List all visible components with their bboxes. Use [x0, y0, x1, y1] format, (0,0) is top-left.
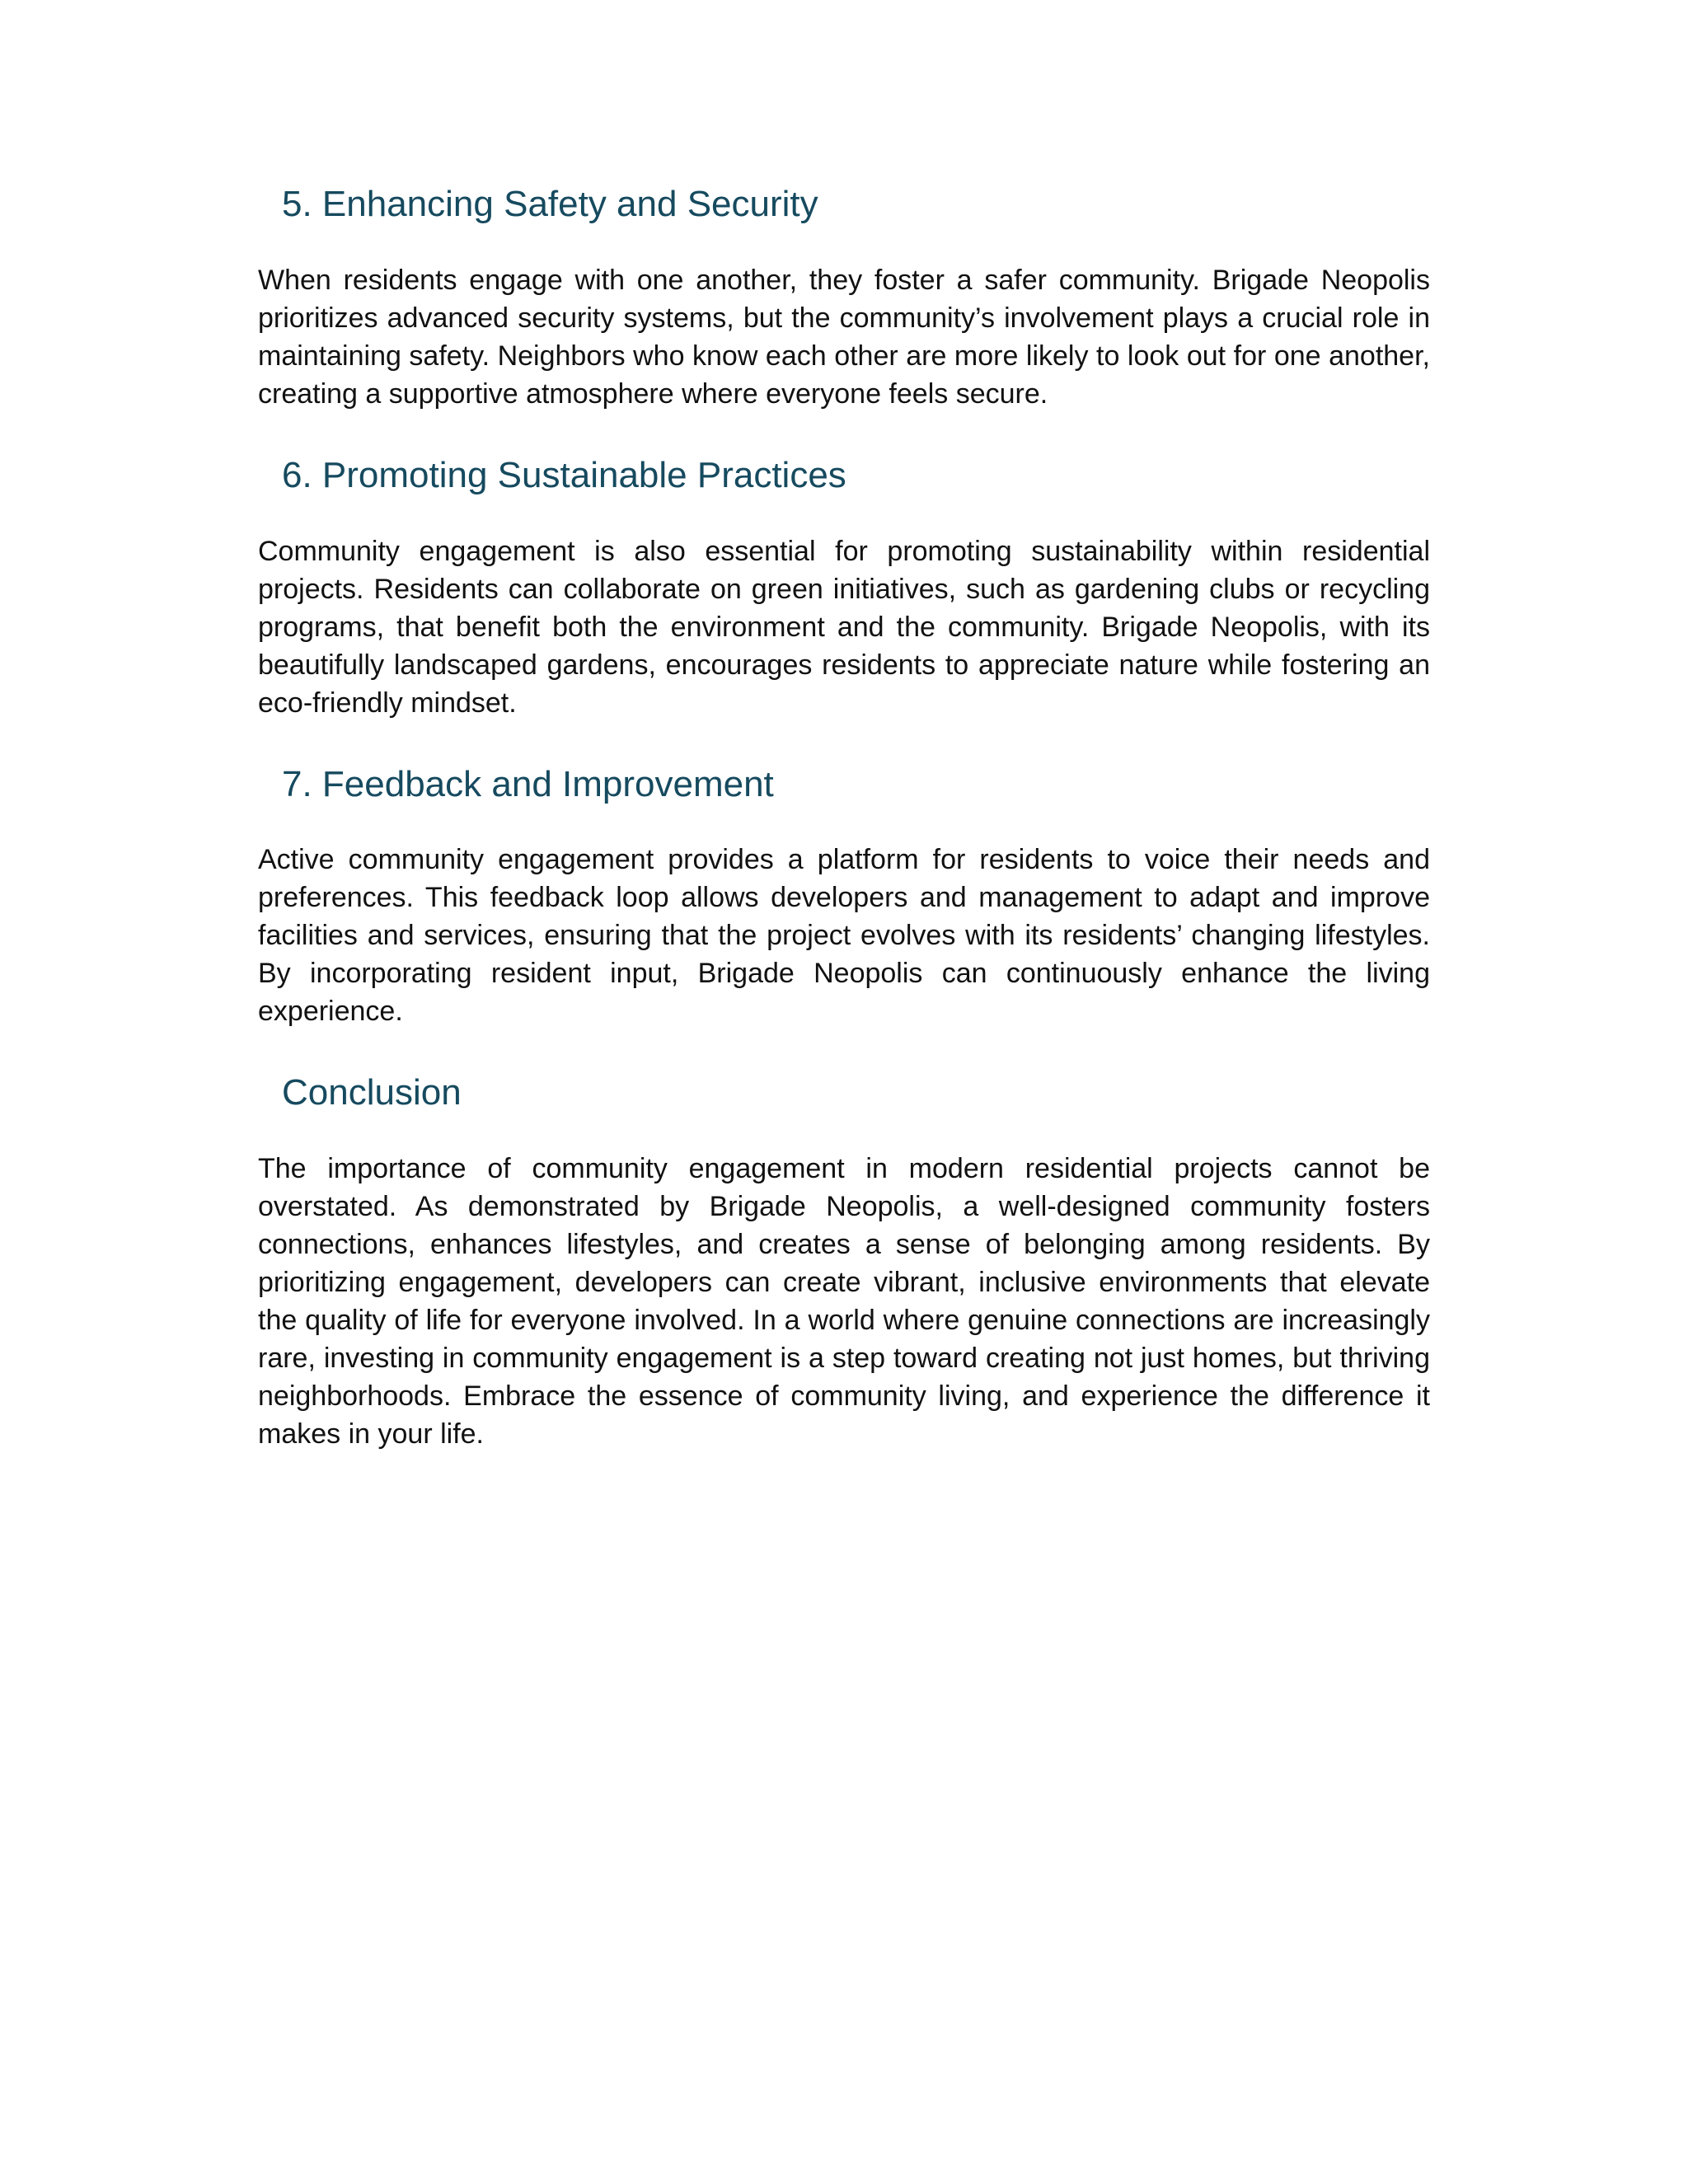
section-body-sustainability: Community engagement is also essential for promoting sustainability within residential projects. Residents can collaborate on green initiatives, such as gardening clubs or recycling programs, that benefit both the environment and the community. Brigade Neopolis, with its beautifully landscaped gardens, encourages residents to appreciate nature while fostering an eco-friendly mindset.	[258, 535, 1430, 719]
document-page	[258, 183, 1430, 1494]
section-body-conclusion: The importance of community engagement in modern residential projects cannot be overstated. As demonstrated by Brigade Neopolis, a well-designed community fosters connections, enhances lifestyles, and creates a sense of belonging among residents. By prioritizing engagement, developers can create vibrant, inclusive environments that elevate the quality of life for everyone involved. In a world where genuine connections are increasingly rare, investing in community engagement is a step toward creating not just homes, but thriving neighborhoods. Embrace the essence of community living, and experience the difference it makes in your life.	[258, 1153, 1430, 1451]
section-heading-sustainability: 6. Promoting Sustainable Practices	[282, 454, 846, 495]
section-body-feedback: Active community engagement provides a platform for residents to voice their needs and preferences. This feedback loop allows developers and management to adapt and improve facilities and services, ensuring that the project evolves with its residents’ changing lifestyles. By incorporating resident input, Brigade Neopolis can continuously enhance the living experience.	[258, 844, 1430, 1028]
section-heading-feedback: 7. Feedback and Improvement	[282, 763, 774, 804]
section-heading-safety: 5. Enhancing Safety and Security	[282, 184, 818, 224]
section-heading-conclusion: Conclusion	[282, 1072, 462, 1113]
section-body-safety: When residents engage with one another, they foster a safer community. Brigade Neopolis prioritizes advanced security systems, but the community’s involvement plays a crucial role in maintaining safety. Neighbors who know each other are more likely to look out for one another, creating a supportive atmosphere where everyone feels secure.	[258, 264, 1430, 410]
